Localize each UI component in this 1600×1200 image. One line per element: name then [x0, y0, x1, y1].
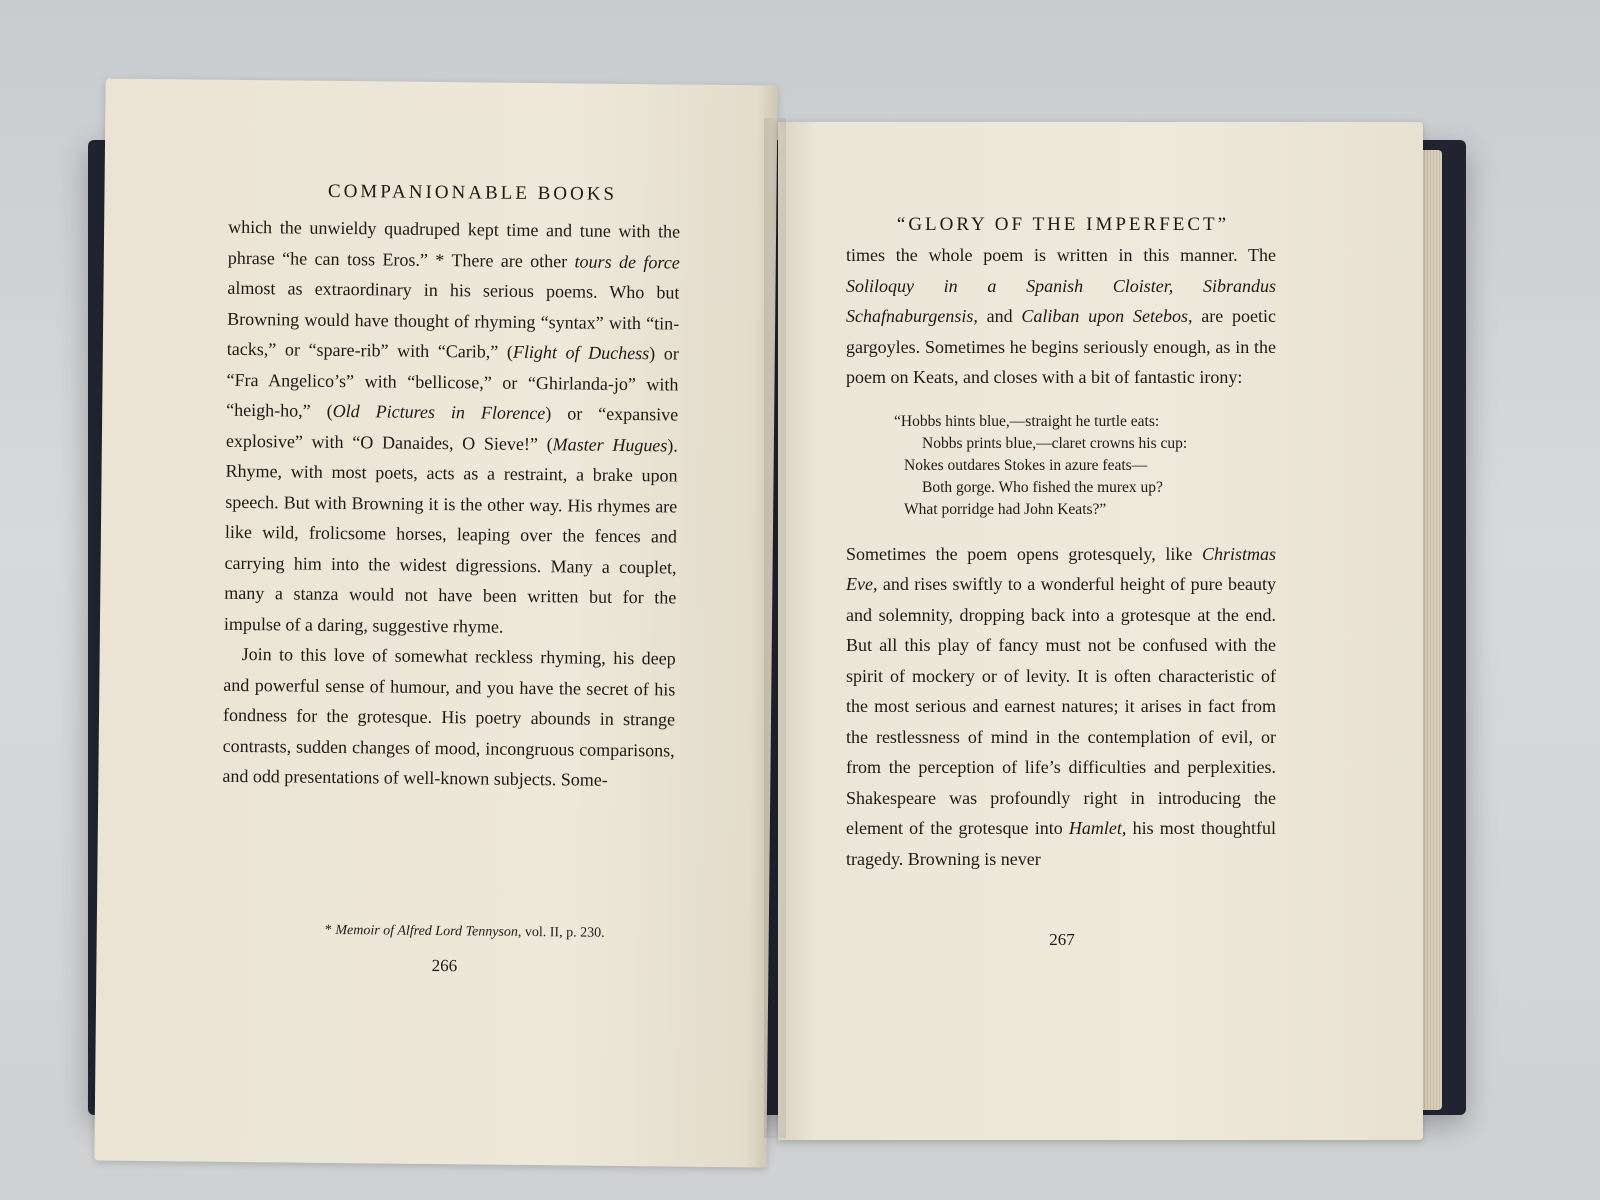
paragraph: which the unwieldy quadruped kept time and tune with the phrase “he can toss Eros.” * There are other tours de force almost as extraordinary in his serious poems. Who but Browning would have thought of rhyming “syntax” with “tin-tacks,” or “spare-rib” with “Carib,” (Flight of Duchess) or “Fra Angelico’s” with “bellicose,” or “Ghirlanda-jo” with “heigh-ho,” (Old Pictures in Florence) or “expansive explosive” with “O Danaides, O Sieve!” (Master Hugues). Rhyme, with most poets, acts as a restraint, a brake upon speech. But with Browning it is the other way. His rhymes are like wild, frolicsome horses, leaping over the fences and carrying him into the widest digressions. Many a couplet, many a stanza would not have been written but for the impulse of a daring, suggestive rhyme.	[223, 216, 681, 637]
paragraph: Sometimes the poem opens grotesquely, like Christmas Eve, and rises swiftly to a wonderful height of pure beauty and solemnity, dropping back into a grotesque at the end. But all this play of fancy must not be confused with the spirit of mockery or of levity. It is often characteristic of the most serious and earnest natures; it arises in fact from the restlessness of mind in the contemplation of evil, or from the perception of life’s difficulties and perplexities. Shakespeare was profoundly right in introducing the element of the grotesque into Hamlet, his most thoughtful tragedy. Browning is never	[846, 543, 1276, 869]
quote-line: Both gorge. Who fished the murex up?	[922, 478, 1163, 496]
quote-line: “Hobbs hints blue,—straight he turtle eats:	[894, 412, 1160, 430]
body-text	[222, 212, 680, 796]
body-text	[846, 240, 1276, 874]
page-number: 267	[1049, 930, 1075, 949]
paragraph: times the whole poem is written in this manner. The Soliloquy in a Spanish Cloister, Sibrandus Schafnaburgensis, and Caliban upon Setebos, are poetic gargoyles. Sometimes he begins seriously enough, as in the poem on Keats, and closes with a bit of fantastic irony:	[846, 245, 1276, 387]
running-head: COMPANIONABLE BOOKS	[327, 180, 618, 205]
quote-line: Nobbs prints blue,—claret crowns his cup:	[922, 434, 1188, 452]
quote-line: Nokes outdares Stokes in azure feats—	[904, 456, 1148, 474]
footnote: * Memoir of Alfred Lord Tennyson, vol. II, p. 230.	[324, 922, 605, 941]
block-quote	[894, 411, 1276, 521]
paragraph: Join to this love of somewhat reckless rhyming, his deep and powerful sense of humour, and you have the secret of his fondness for the grotesque. His poetry abounds in strange contrasts, sudden changes of mood, incongruous comparisons, and odd presentations of well-known subjects. Some-	[222, 643, 676, 790]
book-gutter	[764, 118, 786, 1138]
page-number: 266	[431, 955, 458, 976]
left-page	[94, 79, 777, 1168]
right-page	[778, 122, 1423, 1140]
running-head: “GLORY OF THE IMPERFECT”	[896, 214, 1230, 235]
quote-line: What porridge had John Keats?”	[904, 500, 1107, 518]
